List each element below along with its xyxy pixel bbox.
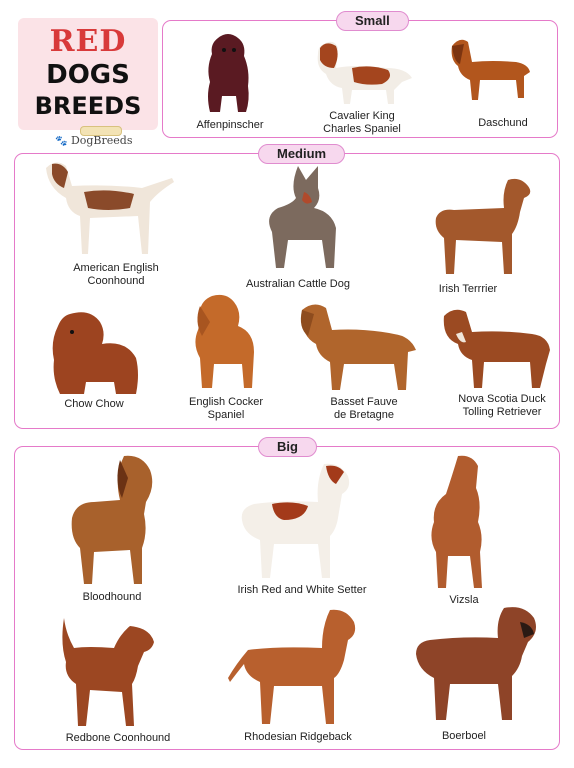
nova-scotia-image xyxy=(436,304,554,390)
caption-cavalier: Cavalier King Charles Spaniel xyxy=(323,110,401,135)
caption-vizsla: Vizsla xyxy=(449,594,479,606)
caption-nova-scotia: Nova Scotia Duck Tolling Retriever xyxy=(458,393,546,418)
caption-redbone-coonhound: Redbone Coonhound xyxy=(65,732,171,744)
redbone-coonhound-image xyxy=(54,614,162,730)
basset-fauve-image xyxy=(294,300,420,394)
title-card xyxy=(18,18,158,130)
affenpinscher-image xyxy=(196,30,260,114)
caption-affenpinscher: Affenpinscher xyxy=(196,119,264,131)
caption-irish-terrier: Irish Terrrier xyxy=(438,283,498,295)
american-english-coonhound-image xyxy=(38,158,178,258)
caption-australian-cattle-dog: Australian Cattle Dog xyxy=(246,278,350,290)
title-breeds: BREEDS xyxy=(34,92,142,120)
caption-american-english-coonhound: American English Coonhound xyxy=(73,262,159,287)
rhodesian-ridgeback-image xyxy=(226,604,368,728)
brand-name: DogBreeds xyxy=(70,134,133,147)
big-section-label: Big xyxy=(258,437,317,457)
brand-logo xyxy=(55,134,132,147)
caption-bloodhound: Bloodhound xyxy=(82,591,142,603)
cavalier-image xyxy=(306,38,418,108)
caption-boerboel: Boerboel xyxy=(441,730,487,742)
title-red: RED xyxy=(49,24,127,59)
bloodhound-image xyxy=(58,452,162,588)
small-section-label: Small xyxy=(336,11,409,31)
caption-rhodesian-ridgeback: Rhodesian Ridgeback xyxy=(244,731,352,743)
irish-terrier-image xyxy=(424,172,536,278)
australian-cattle-dog-image xyxy=(248,162,344,272)
english-cocker-spaniel-image xyxy=(188,292,260,392)
caption-irish-red-white-setter: Irish Red and White Setter xyxy=(237,584,367,596)
medium-section-label: Medium xyxy=(258,144,345,164)
caption-basset-fauve: Basset Fauve de Bretagne xyxy=(330,396,398,421)
paw-icon: 🐾 xyxy=(55,136,68,147)
chow-chow-image xyxy=(46,308,142,396)
caption-chow-chow: Chow Chow xyxy=(64,398,124,410)
title-dogs: DOGS xyxy=(46,60,130,90)
irish-red-white-setter-image xyxy=(232,458,358,582)
vizsla-image xyxy=(412,452,504,592)
caption-english-cocker-spaniel: English Cocker Spaniel xyxy=(189,396,263,421)
boerboel-image xyxy=(408,602,544,724)
caption-daschund: Daschund xyxy=(478,117,528,129)
daschund-image xyxy=(446,36,532,106)
